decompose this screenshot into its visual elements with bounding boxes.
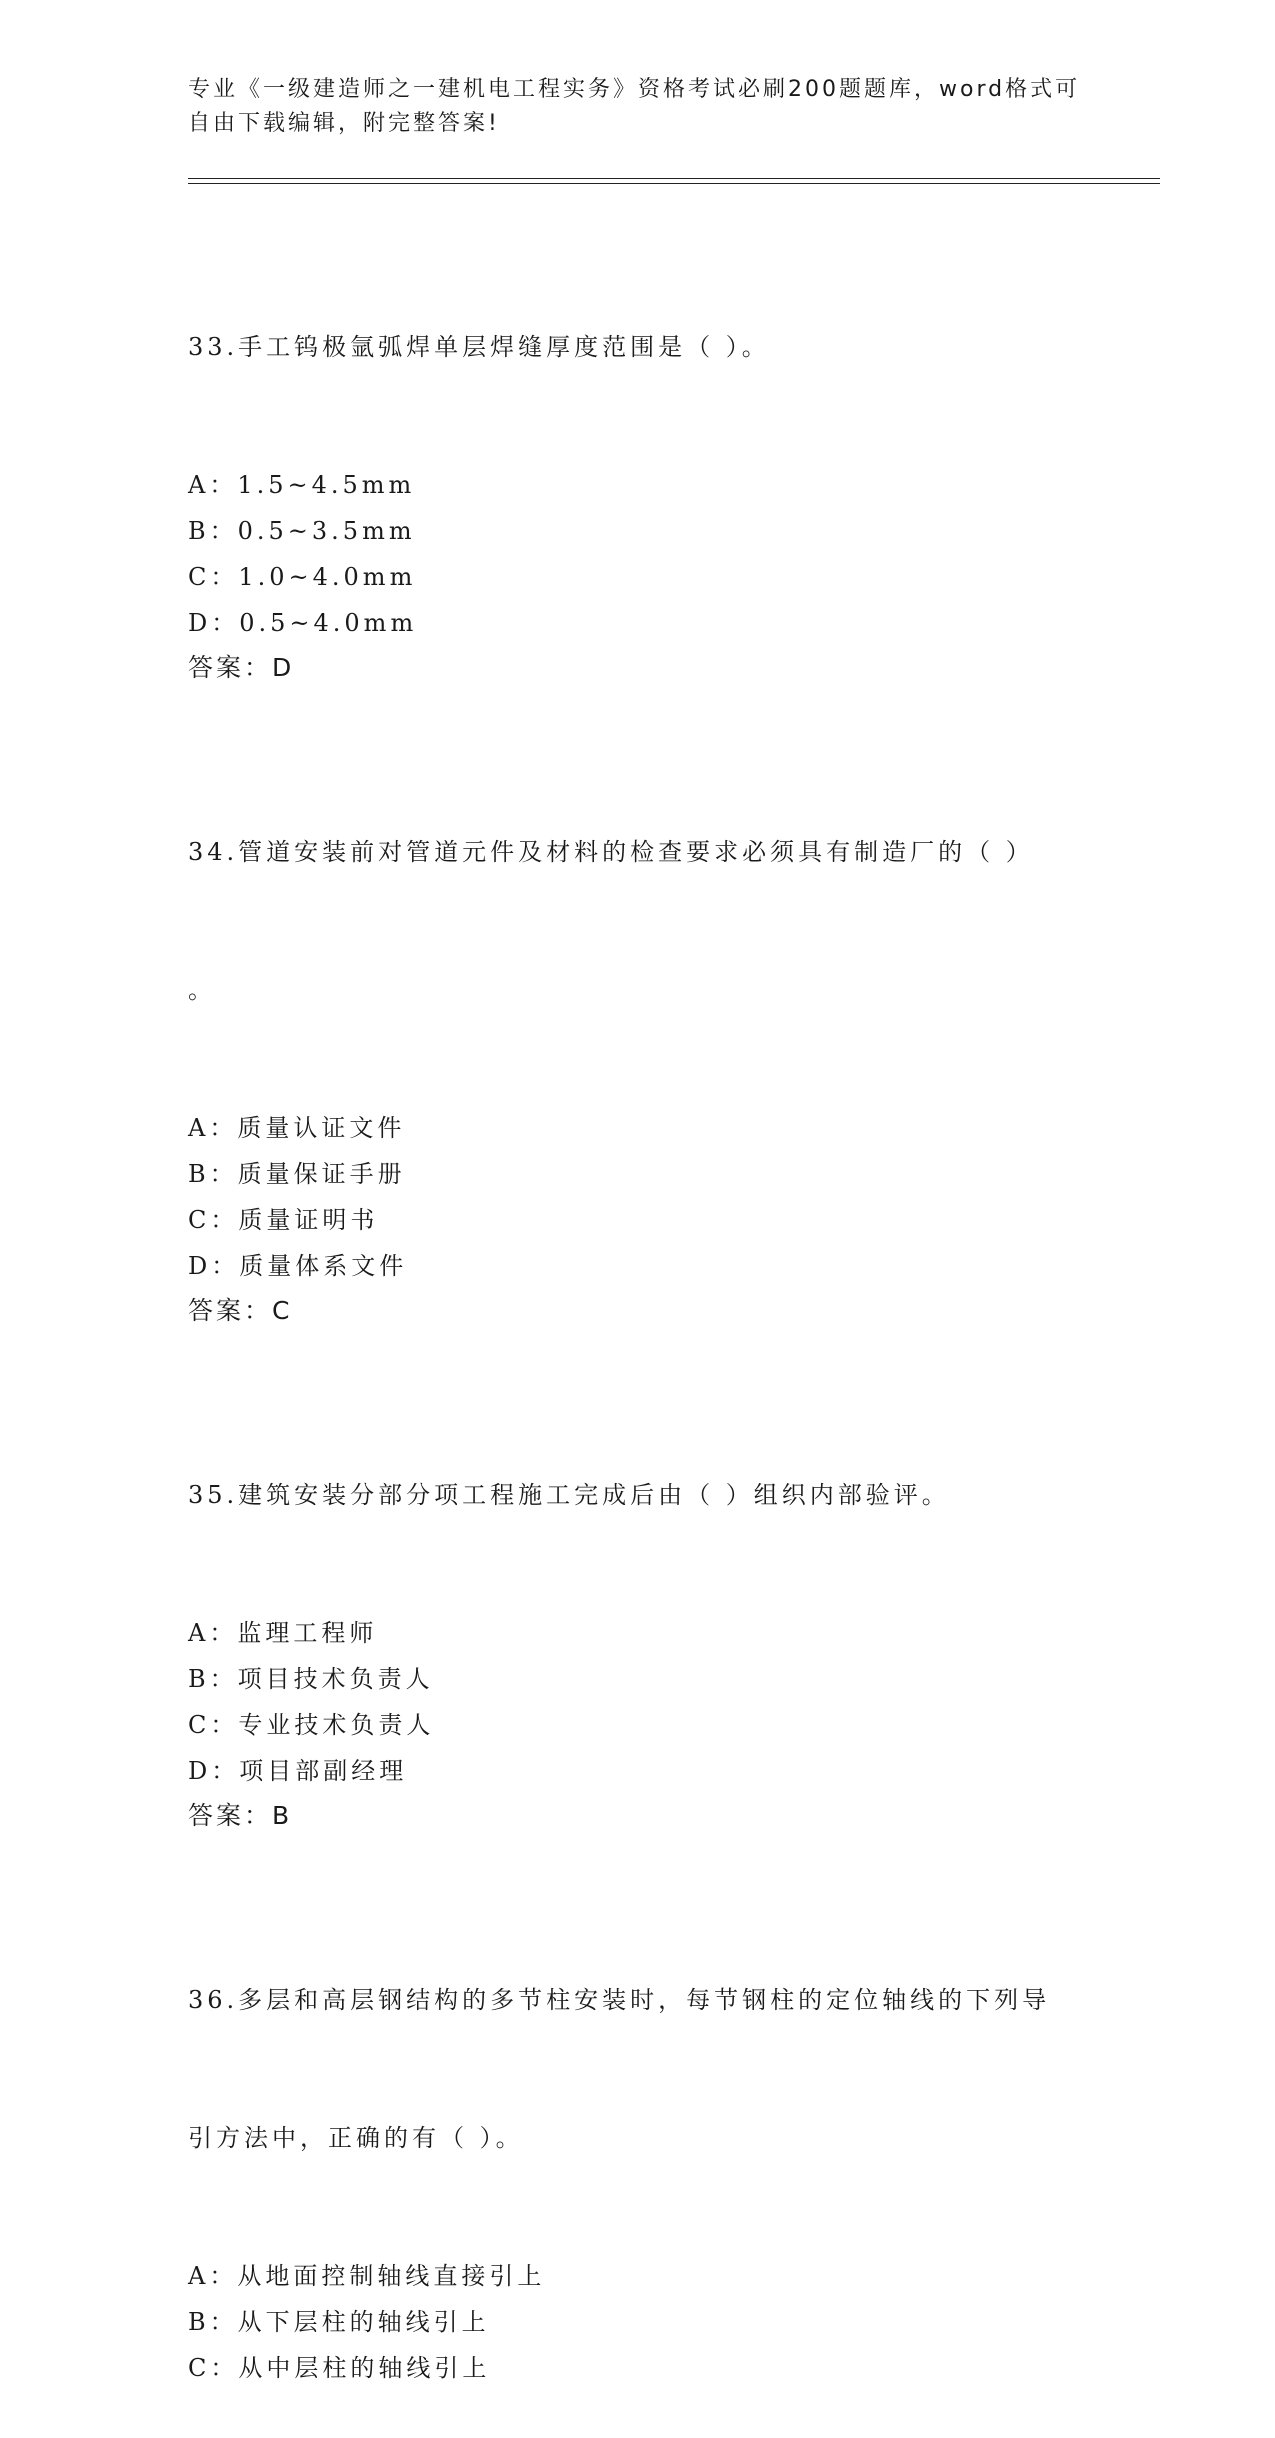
question-stem-line: 。 [188,976,216,1004]
answer-line: 答案：D [188,653,295,682]
question-stem-line: 35.建筑安装分部分项工程施工完成后由（ ）组织内部验评。 [188,1481,950,1509]
answer-line: 答案：B [188,1801,293,1830]
option-a: A：从地面控制轴线直接引上 [188,2262,546,2290]
option-a: A：1.5~4.5mm [188,471,416,499]
question-34 [188,737,1088,1333]
question-stem [188,232,1088,462]
question-stem-line: 36.多层和高层钢结构的多节柱安装时，每节钢柱的定位轴线的下列导 [188,1986,1051,2014]
question-35 [188,1380,1088,1838]
option-b: B：质量保证手册 [188,1160,406,1188]
option-d: D：0.5~4.0mm [188,609,418,637]
question-36 [188,1885,1088,2391]
question-stem [188,1380,1088,1610]
option-c: C：1.0~4.0mm [188,563,417,591]
answer-line: 答案：C [188,1296,293,1325]
option-b: B：项目技术负责人 [188,1665,434,1693]
question-stem [188,1885,1088,2253]
question-stem [188,737,1088,1105]
question-list [188,232,1088,2438]
option-d: D：项目部副经理 [188,1757,408,1785]
header-divider-bottom [188,183,1160,184]
header-line-2: 自由下载编辑，附完整答案! [188,111,500,136]
header-line-1: 专业《一级建造师之一建机电工程实务》资格考试必刷200题题库，word格式可 [188,77,1081,102]
question-stem-line: 34.管道安装前对管道元件及材料的检查要求必须具有制造厂的（ ） [188,838,1034,866]
option-c: C：专业技术负责人 [188,1711,435,1739]
option-c: C：从中层柱的轴线引上 [188,2354,491,2382]
question-33 [188,232,1088,690]
option-b: B：从下层柱的轴线引上 [188,2308,490,2336]
option-b: B：0.5~3.5mm [188,517,416,545]
option-a: A：质量认证文件 [188,1114,406,1142]
question-stem-line: 33.手工钨极氩弧焊单层焊缝厚度范围是（ ）。 [188,333,770,361]
document-header [188,73,1088,141]
header-divider-top [188,178,1160,179]
option-a: A：监理工程师 [188,1619,378,1647]
option-d: D：质量体系文件 [188,1252,408,1280]
question-stem-line: 引方法中，正确的有（ ）。 [188,2124,524,2152]
option-c: C：质量证明书 [188,1206,379,1234]
